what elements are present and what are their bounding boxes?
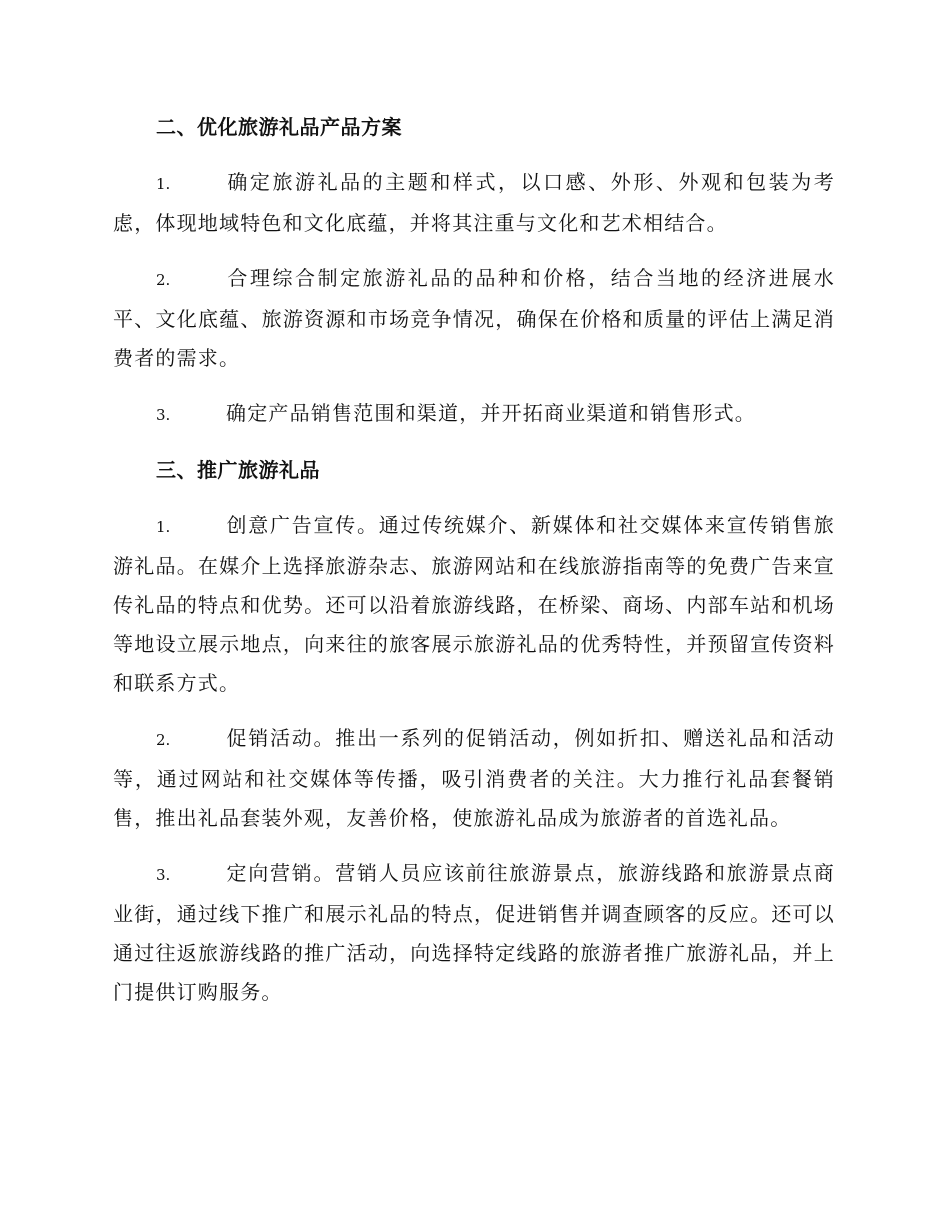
document-body [113, 108, 835, 1028]
section-heading: 三、推广旅游礼品 [156, 458, 320, 482]
item-text: 确定旅游礼品的主题和样式，以口感、外形、外观和包装为考虑，体现地域特色和文化底蕴，并将其注重与文化和艺术相结合。 [113, 170, 835, 235]
list-item [113, 854, 835, 1012]
item-number: 3. [156, 866, 171, 884]
item-text: 促销活动。推出一系列的促销活动，例如折扣、赠送礼品和活动等，通过网站和社交媒体等传播，吸引消费者的关注。大力推行礼品套餐销售，推出礼品套装外观，友善价格，使旅游礼品成为旅游者的首选礼品。 [113, 726, 835, 830]
item-number: 1. [156, 175, 171, 193]
list-item [113, 394, 835, 435]
list-item [113, 259, 835, 378]
item-text: 创意广告宣传。通过传统媒介、新媒体和社交媒体来宣传销售旅游礼品。在媒介上选择旅游杂志、旅游网站和在线旅游指南等的免费广告来宣传礼品的特点和优势。还可以沿着旅游线路，在桥梁、商场、内部车站和机场等地设立展示地点，向来往的旅客展示旅游礼品的优秀特性，并预留宣传资料和联系方式。 [113, 513, 835, 695]
item-number: 2. [156, 731, 171, 749]
item-text: 确定产品销售范围和渠道，并开拓商业渠道和销售形式。 [226, 401, 756, 425]
list-item [113, 163, 835, 243]
item-number: 3. [156, 406, 171, 424]
item-text: 合理综合制定旅游礼品的品种和价格，结合当地的经济进展水平、文化底蕴、旅游资源和市场竞争情况，确保在价格和质量的评估上满足消费者的需求。 [113, 266, 835, 370]
item-number: 2. [156, 271, 171, 289]
section-heading: 二、优化旅游礼品产品方案 [156, 115, 402, 139]
item-number: 1. [156, 518, 171, 536]
list-item [113, 719, 835, 838]
item-text: 定向营销。营销人员应该前往旅游景点，旅游线路和旅游景点商业街，通过线下推广和展示礼品的特点，促进销售并调查顾客的反应。还可以通过往返旅游线路的推广活动，向选择特定线路的旅游者推广旅游礼品，并上门提供订购服务。 [113, 861, 835, 1004]
list-item [113, 506, 835, 703]
